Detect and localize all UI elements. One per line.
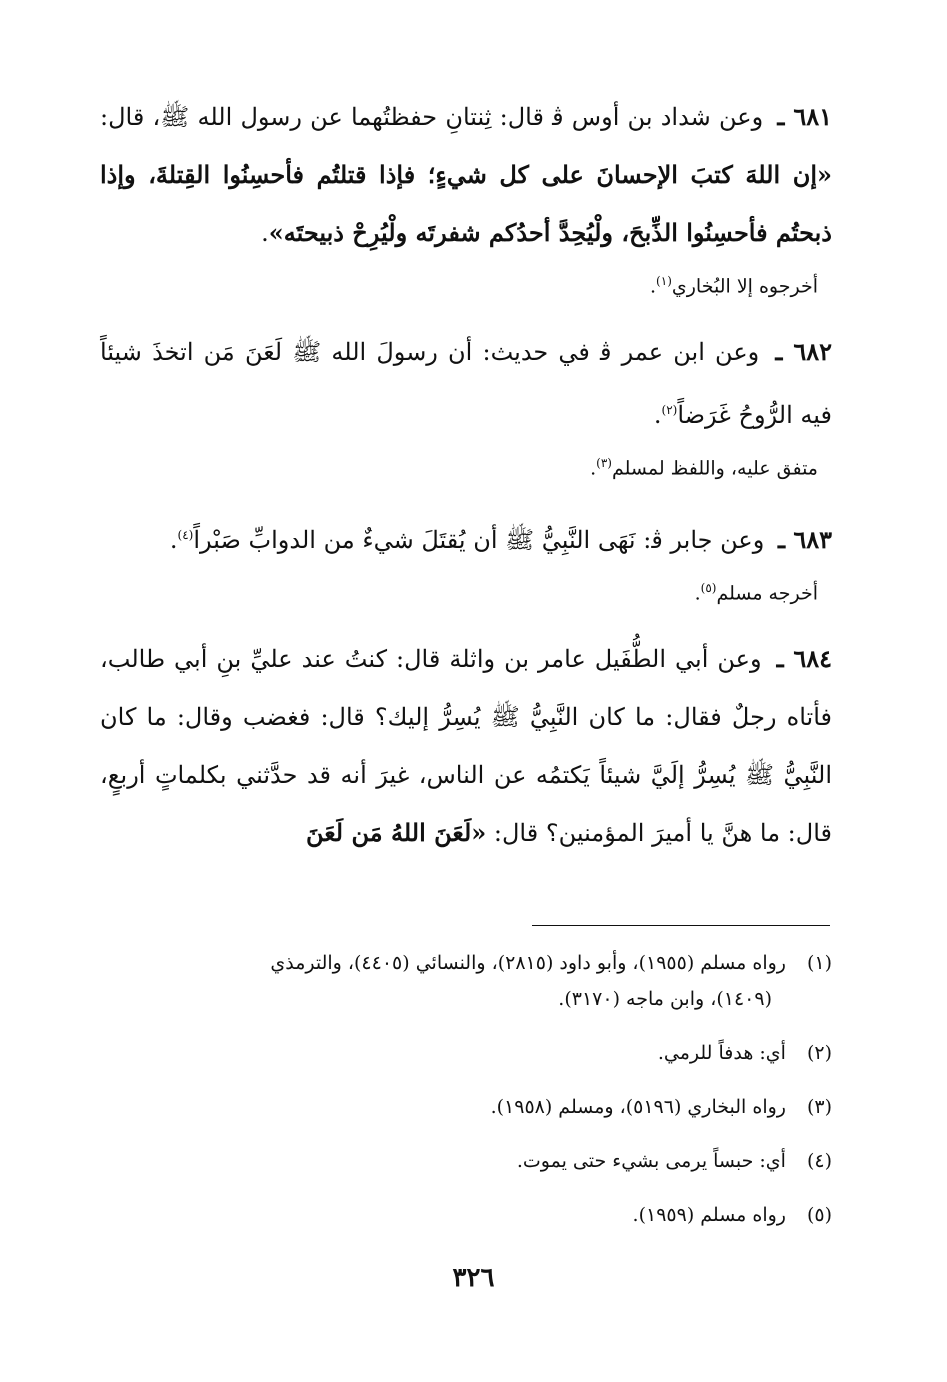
source-end: . — [650, 275, 657, 298]
source-text: أخرجوه إلا البُخاري — [671, 275, 818, 298]
hadith-source — [100, 264, 832, 303]
page-number: ٣٢٦ — [452, 1263, 495, 1293]
footnote-ref: (١) — [656, 274, 672, 288]
hadith-intro: وعن أبي الطُّفَيل عامر بن واثلة قال: كنتُ عند عليِّ بنِ أبي طالب، فأتاه رجلٌ فقال: ما كان النَّبِيُّ ﷺ يُسِرُّ إليك؟ قال: فغضب وقال: ما كان النَّبِيُّ ﷺ يُسِرُّ إلَيَّ شيئاً يَكتمُه عن الناس، غيرَ أنه قد حدَّثني بكلماتٍ أربعٍ، قال: ما هنَّ يا أميرَ المؤمنين؟ قال: — [100, 644, 832, 847]
footnote-text-continued: (١٤٠٩)، وابن ماجه (٣١٧٠). — [558, 988, 772, 1010]
footnote-item — [115, 1035, 832, 1071]
footnote-number: (١) — [806, 952, 832, 974]
source-end: . — [694, 581, 701, 604]
footnotes — [115, 945, 832, 1251]
footnote-text: أي: حبساً يرمى بشيء حتى يموت. — [516, 1150, 786, 1172]
footnote-number: (٥) — [806, 1204, 832, 1226]
hadith-quote: «لَعَنَ اللهُ مَن لَعَنَ — [305, 817, 487, 847]
hadith-intro: وعن ابن عمر ﭬ في حديث: أن رسولَ الله ﷺ لَعَنَ مَن اتخذَ شيئاً فيه الرُّوحُ غَرَضاً — [100, 338, 832, 430]
footnote-ref: (٥) — [700, 580, 717, 595]
hadith-source — [100, 571, 832, 610]
hadith-number: ٦٨٢ ـ — [775, 337, 832, 367]
footnote-text: أي: هدفاً للرمي. — [657, 1042, 786, 1064]
footnote-item — [115, 1143, 832, 1179]
footnote-divider — [532, 925, 830, 926]
hadith-ending: . — [653, 401, 662, 430]
footnote-text: رواه البخاري (٥١٩٦)، ومسلم (١٩٥٨). — [490, 1096, 786, 1118]
hadith-quote: «إن اللهَ كتبَ الإحسانَ على كل شيءٍ؛ فإذا قتلتُم فأحسِنُوا القِتلةَ، وإذا ذبحتُم فأحسِنُوا الذِّبحَ، ولْيُحِدَّ أحدُكم شفرتَه ولْيُرِحْ ذبيحتَه» — [100, 160, 832, 247]
hadith-number: ٦٨٣ ـ — [777, 524, 832, 554]
hadith-number: ٦٨١ ـ — [777, 102, 832, 131]
footnote-number: (٣) — [806, 1096, 832, 1118]
hadith-681 — [100, 88, 832, 262]
footnote-text: رواه مسلم (١٩٥٥)، وأبو داود (٢٨١٥)، والنسائي (٤٤٠٥)، والترمذي — [270, 952, 786, 974]
hadith-682 — [100, 323, 832, 444]
footnote-item — [115, 945, 832, 1017]
hadith-intro: وعن جابر ﭬ: نَهَى النَّبِيُّ ﷺ أن يُقتَلَ شيءٌ من الدوابِّ صَبْراً — [193, 525, 765, 554]
source-end: . — [590, 457, 597, 480]
footnote-number: (٢) — [806, 1042, 832, 1064]
footnote-ref: (٤) — [177, 527, 194, 542]
footnote-item — [115, 1197, 832, 1233]
footnote-number: (٤) — [806, 1150, 832, 1172]
footnote-ref: (٢) — [661, 403, 678, 418]
hadith-ending: . — [169, 525, 178, 554]
hadith-683 — [100, 506, 832, 569]
footnote-ref: (٣) — [596, 456, 612, 471]
footnote-item — [115, 1089, 832, 1125]
source-text: أخرجه مسلم — [716, 581, 818, 604]
hadith-intro: وعن شداد بن أوس ﭬ قال: ثِنتانِ حفظتُهما عن رسول الله ﷺ، قال: — [100, 103, 764, 131]
footnote-text: رواه مسلم (١٩٥٩). — [632, 1204, 786, 1226]
hadith-ending: . — [261, 219, 269, 247]
main-text — [100, 88, 832, 862]
hadith-684 — [100, 630, 832, 862]
source-text: متفق عليه، واللفظ لمسلم — [611, 457, 818, 480]
hadith-source — [100, 446, 832, 485]
hadith-number: ٦٨٤ ـ — [776, 643, 832, 673]
